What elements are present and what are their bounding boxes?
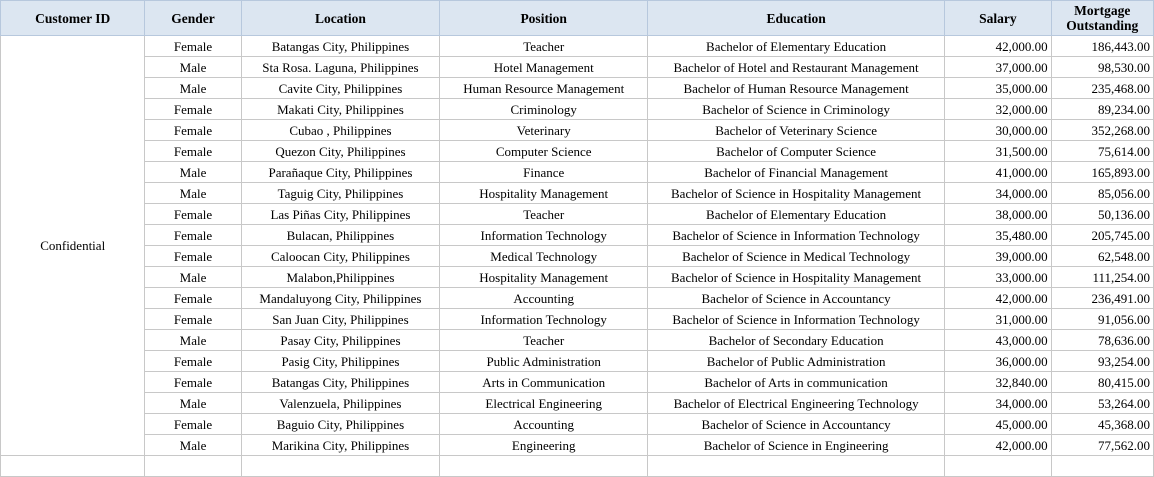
cell-position[interactable]: Teacher — [440, 36, 648, 57]
cell-location[interactable]: Las Piñas City, Philippines — [241, 204, 440, 225]
column-header-salary[interactable]: Salary — [945, 1, 1051, 36]
cell-mortgage[interactable]: 235,468.00 — [1051, 78, 1153, 99]
cell-education[interactable]: Bachelor of Science in Criminology — [648, 99, 945, 120]
cell-education[interactable]: Bachelor of Veterinary Science — [648, 120, 945, 141]
cell-position[interactable]: Information Technology — [440, 225, 648, 246]
cell-location[interactable]: Batangas City, Philippines — [241, 36, 440, 57]
table-row[interactable] — [1, 162, 1154, 183]
cell-location[interactable]: Malabon,Philippines — [241, 267, 440, 288]
column-header-mortgage-outstanding[interactable]: Mortgage Outstanding — [1051, 1, 1153, 36]
table-row[interactable] — [1, 225, 1154, 246]
cell-mortgage[interactable]: 75,614.00 — [1051, 141, 1153, 162]
cell-education[interactable]: Bachelor of Science in Hospitality Management — [648, 183, 945, 204]
column-header-position[interactable]: Position — [440, 1, 648, 36]
cell-empty[interactable] — [440, 456, 648, 477]
cell-salary[interactable]: 42,000.00 — [945, 435, 1051, 456]
cell-mortgage[interactable]: 111,254.00 — [1051, 267, 1153, 288]
cell-education[interactable]: Bachelor of Human Resource Management — [648, 78, 945, 99]
cell-position[interactable]: Teacher — [440, 330, 648, 351]
cell-mortgage[interactable]: 352,268.00 — [1051, 120, 1153, 141]
table-row[interactable] — [1, 351, 1154, 372]
table-row[interactable] — [1, 393, 1154, 414]
cell-position[interactable]: Veterinary — [440, 120, 648, 141]
cell-gender[interactable]: Male — [145, 183, 241, 204]
table-row[interactable] — [1, 120, 1154, 141]
cell-position[interactable]: Public Administration — [440, 351, 648, 372]
cell-location[interactable]: Quezon City, Philippines — [241, 141, 440, 162]
cell-position[interactable]: Hospitality Management — [440, 267, 648, 288]
cell-gender[interactable]: Female — [145, 36, 241, 57]
cell-empty[interactable] — [241, 456, 440, 477]
cell-location[interactable]: Valenzuela, Philippines — [241, 393, 440, 414]
cell-location[interactable]: Cavite City, Philippines — [241, 78, 440, 99]
cell-empty[interactable] — [1, 456, 145, 477]
cell-mortgage[interactable]: 85,056.00 — [1051, 183, 1153, 204]
cell-salary[interactable]: 32,000.00 — [945, 99, 1051, 120]
cell-salary[interactable]: 45,000.00 — [945, 414, 1051, 435]
column-header-customer-id[interactable]: Customer ID — [1, 1, 145, 36]
cell-gender[interactable]: Female — [145, 141, 241, 162]
cell-gender[interactable]: Male — [145, 393, 241, 414]
cell-mortgage[interactable]: 62,548.00 — [1051, 246, 1153, 267]
cell-empty[interactable] — [1051, 456, 1153, 477]
cell-gender[interactable]: Male — [145, 435, 241, 456]
cell-gender[interactable]: Female — [145, 246, 241, 267]
cell-mortgage[interactable]: 78,636.00 — [1051, 330, 1153, 351]
cell-gender[interactable]: Female — [145, 288, 241, 309]
cell-education[interactable]: Bachelor of Elementary Education — [648, 204, 945, 225]
cell-gender[interactable]: Male — [145, 330, 241, 351]
cell-mortgage[interactable]: 186,443.00 — [1051, 36, 1153, 57]
column-header-education[interactable]: Education — [648, 1, 945, 36]
cell-position[interactable]: Human Resource Management — [440, 78, 648, 99]
cell-gender[interactable]: Male — [145, 162, 241, 183]
cell-position[interactable]: Hotel Management — [440, 57, 648, 78]
cell-education[interactable]: Bachelor of Science in Accountancy — [648, 288, 945, 309]
table-row[interactable] — [1, 435, 1154, 456]
cell-education[interactable]: Bachelor of Science in Information Technology — [648, 225, 945, 246]
cell-salary[interactable]: 34,000.00 — [945, 183, 1051, 204]
table-row[interactable] — [1, 204, 1154, 225]
cell-empty[interactable] — [648, 456, 945, 477]
cell-gender[interactable]: Female — [145, 99, 241, 120]
table-header-row — [1, 1, 1154, 36]
table-row[interactable] — [1, 309, 1154, 330]
cell-salary[interactable]: 32,840.00 — [945, 372, 1051, 393]
cell-location[interactable]: Sta Rosa. Laguna, Philippines — [241, 57, 440, 78]
table-row-empty[interactable] — [1, 456, 1154, 477]
cell-location[interactable]: Mandaluyong City, Philippines — [241, 288, 440, 309]
cell-salary[interactable]: 36,000.00 — [945, 351, 1051, 372]
cell-position[interactable]: Hospitality Management — [440, 183, 648, 204]
cell-location[interactable]: Parañaque City, Philippines — [241, 162, 440, 183]
cell-mortgage[interactable]: 205,745.00 — [1051, 225, 1153, 246]
cell-mortgage[interactable]: 53,264.00 — [1051, 393, 1153, 414]
cell-salary[interactable]: 41,000.00 — [945, 162, 1051, 183]
cell-location[interactable]: Pasig City, Philippines — [241, 351, 440, 372]
table-row[interactable] — [1, 36, 1154, 57]
cell-education[interactable]: Bachelor of Science in Engineering — [648, 435, 945, 456]
cell-mortgage[interactable]: 89,234.00 — [1051, 99, 1153, 120]
cell-gender[interactable]: Female — [145, 120, 241, 141]
cell-gender[interactable]: Male — [145, 57, 241, 78]
cell-gender[interactable]: Female — [145, 225, 241, 246]
cell-location[interactable]: Pasay City, Philippines — [241, 330, 440, 351]
cell-mortgage[interactable]: 45,368.00 — [1051, 414, 1153, 435]
cell-education[interactable]: Bachelor of Science in Medical Technology — [648, 246, 945, 267]
cell-position[interactable]: Information Technology — [440, 309, 648, 330]
cell-gender[interactable]: Female — [145, 309, 241, 330]
table-row[interactable] — [1, 183, 1154, 204]
cell-salary[interactable]: 35,480.00 — [945, 225, 1051, 246]
table-row[interactable] — [1, 99, 1154, 120]
cell-position[interactable]: Accounting — [440, 288, 648, 309]
cell-salary[interactable]: 38,000.00 — [945, 204, 1051, 225]
cell-education[interactable]: Bachelor of Financial Management — [648, 162, 945, 183]
cell-empty[interactable] — [945, 456, 1051, 477]
cell-position[interactable]: Computer Science — [440, 141, 648, 162]
cell-location[interactable]: Cubao , Philippines — [241, 120, 440, 141]
cell-gender[interactable]: Male — [145, 78, 241, 99]
cell-salary[interactable]: 34,000.00 — [945, 393, 1051, 414]
cell-mortgage[interactable]: 91,056.00 — [1051, 309, 1153, 330]
cell-location[interactable]: San Juan City, Philippines — [241, 309, 440, 330]
cell-empty[interactable] — [145, 456, 241, 477]
cell-gender[interactable]: Female — [145, 414, 241, 435]
table-row[interactable] — [1, 57, 1154, 78]
cell-position[interactable]: Teacher — [440, 204, 648, 225]
cell-salary[interactable]: 33,000.00 — [945, 267, 1051, 288]
cell-salary[interactable]: 30,000.00 — [945, 120, 1051, 141]
cell-mortgage[interactable]: 77,562.00 — [1051, 435, 1153, 456]
cell-salary[interactable]: 31,000.00 — [945, 309, 1051, 330]
cell-education[interactable]: Bachelor of Science in Accountancy — [648, 414, 945, 435]
cell-salary[interactable]: 31,500.00 — [945, 141, 1051, 162]
cell-position[interactable]: Medical Technology — [440, 246, 648, 267]
cell-position[interactable]: Engineering — [440, 435, 648, 456]
table-row[interactable] — [1, 414, 1154, 435]
cell-location[interactable]: Marikina City, Philippines — [241, 435, 440, 456]
cell-mortgage[interactable]: 80,415.00 — [1051, 372, 1153, 393]
cell-gender[interactable]: Female — [145, 204, 241, 225]
cell-position[interactable]: Finance — [440, 162, 648, 183]
cell-salary[interactable]: 42,000.00 — [945, 36, 1051, 57]
table-row[interactable] — [1, 267, 1154, 288]
cell-location[interactable]: Baguio City, Philippines — [241, 414, 440, 435]
cell-mortgage[interactable]: 93,254.00 — [1051, 351, 1153, 372]
table-row[interactable] — [1, 246, 1154, 267]
cell-salary[interactable]: 35,000.00 — [945, 78, 1051, 99]
cell-salary[interactable]: 39,000.00 — [945, 246, 1051, 267]
cell-mortgage[interactable]: 50,136.00 — [1051, 204, 1153, 225]
cell-position[interactable]: Accounting — [440, 414, 648, 435]
cell-salary[interactable]: 42,000.00 — [945, 288, 1051, 309]
cell-location[interactable]: Taguig City, Philippines — [241, 183, 440, 204]
cell-education[interactable]: Bachelor of Elementary Education — [648, 36, 945, 57]
cell-gender[interactable]: Female — [145, 372, 241, 393]
cell-gender[interactable]: Male — [145, 267, 241, 288]
table-row[interactable] — [1, 288, 1154, 309]
cell-position[interactable]: Arts in Communication — [440, 372, 648, 393]
column-header-location[interactable]: Location — [241, 1, 440, 36]
cell-location[interactable]: Caloocan City, Philippines — [241, 246, 440, 267]
cell-salary[interactable]: 37,000.00 — [945, 57, 1051, 78]
cell-mortgage[interactable]: 236,491.00 — [1051, 288, 1153, 309]
table-body — [1, 36, 1154, 477]
cell-education[interactable]: Bachelor of Science in Hospitality Management — [648, 267, 945, 288]
cell-mortgage[interactable]: 165,893.00 — [1051, 162, 1153, 183]
table-row[interactable] — [1, 78, 1154, 99]
cell-education[interactable]: Bachelor of Computer Science — [648, 141, 945, 162]
column-header-gender[interactable]: Gender — [145, 1, 241, 36]
table-row[interactable] — [1, 330, 1154, 351]
cell-education[interactable]: Bachelor of Hotel and Restaurant Management — [648, 57, 945, 78]
cell-education[interactable]: Bachelor of Arts in communication — [648, 372, 945, 393]
table-row[interactable] — [1, 141, 1154, 162]
cell-education[interactable]: Bachelor of Science in Information Technology — [648, 309, 945, 330]
confidential-merged-cell[interactable]: Confidential — [1, 36, 145, 456]
cell-education[interactable]: Bachelor of Electrical Engineering Technology — [648, 393, 945, 414]
cell-gender[interactable]: Female — [145, 351, 241, 372]
cell-mortgage[interactable]: 98,530.00 — [1051, 57, 1153, 78]
table-row[interactable] — [1, 372, 1154, 393]
cell-position[interactable]: Criminology — [440, 99, 648, 120]
cell-location[interactable]: Makati City, Philippines — [241, 99, 440, 120]
cell-position[interactable]: Electrical Engineering — [440, 393, 648, 414]
cell-location[interactable]: Bulacan, Philippines — [241, 225, 440, 246]
cell-location[interactable]: Batangas City, Philippines — [241, 372, 440, 393]
cell-education[interactable]: Bachelor of Public Administration — [648, 351, 945, 372]
cell-education[interactable]: Bachelor of Secondary Education — [648, 330, 945, 351]
cell-salary[interactable]: 43,000.00 — [945, 330, 1051, 351]
